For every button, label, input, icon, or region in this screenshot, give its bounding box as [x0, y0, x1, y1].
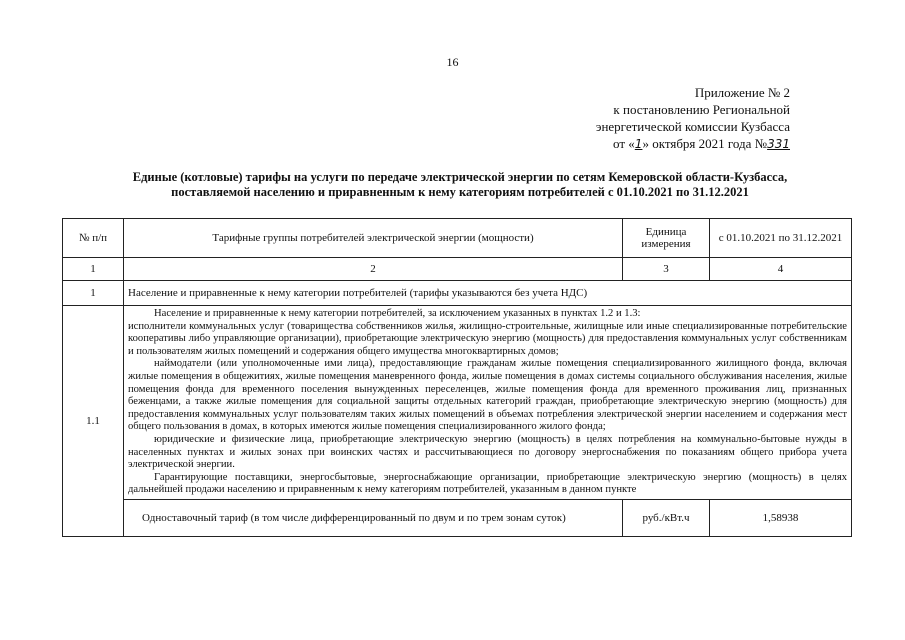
appendix-date-middle: » октября 2021 года №	[642, 136, 768, 151]
index-cell: 3	[623, 258, 710, 281]
table-header-row	[63, 219, 852, 258]
table-row-section-1	[63, 281, 852, 306]
header-period: с 01.10.2021 по 31.12.2021	[710, 219, 852, 258]
handwritten-day: 1	[634, 137, 643, 151]
section-num: 1	[63, 281, 124, 306]
row-1-1-paragraph: Население и приравненные к нему категории потребителей, за исключением указанных в пунктах 1.2 и 1.3:	[154, 308, 641, 319]
row-1-1-num: 1.1	[63, 306, 124, 537]
header-num: № п/п	[63, 219, 124, 258]
index-cell: 4	[710, 258, 852, 281]
row-1-1-paragraph: юридические и физические лица, приобретающие электрическую энергию (мощность) в целях потребления на коммунально-бытовые нужды в населенных пунктах и жилых зонах при воинских частях и рассчитывающиеся по договору энергоснабжения по показаниям общего прибора учета электрической энергии.	[128, 433, 847, 471]
index-cell: 1	[63, 258, 124, 281]
header-group: Тарифные группы потребителей электрической энергии (мощности)	[124, 219, 623, 258]
table-row-1-1	[63, 306, 852, 500]
page-number: 16	[446, 55, 459, 69]
appendix-line-2: к постановлению Региональной	[613, 102, 790, 117]
appendix-line-3: энергетической комиссии Кузбасса	[595, 119, 790, 134]
table-index-row	[63, 258, 852, 281]
appendix-line-1: Приложение № 2	[694, 85, 790, 100]
appendix-line-4	[520, 135, 790, 153]
section-text: Население и приравненные к нему категории потребителей (тарифы указываются без учета НДС)	[124, 281, 852, 306]
tariff-table	[62, 218, 852, 537]
header-unit: Единица измерения	[623, 219, 710, 258]
table-row-tariff	[63, 499, 852, 536]
document-title: Единые (котловые) тарифы на услуги по передаче электрической энергии по сетям Кемеровской области-Кузбасса, поставляемой населению и приравненным к нему категориям потребителей с 01.10.2021 по 31.12.2021	[132, 170, 788, 199]
row-1-1-paragraph: Гарантирующие поставщики, энергосбытовые, энергоснабжающие организации, приобретающие электрическую энергию (мощность) в целях дальнейшей продажи населению и приравненным к нему категориям потребителей, указанным в данном пункте	[128, 471, 847, 496]
row-1-1-paragraph: наймодатели (или уполномоченные ими лица), предоставляющие гражданам жилые помещения специализированного жилищного фонда, включая жилые помещения в общежитиях, жилые помещения маневренного фонда, жилые помещения в домах системы социального обслуживания населения, жилые помещения фонда для временного поселения вынужденных переселенцев, жилые помещения фонда для временного проживания лиц, признанных беженцами, а также жилые помещения для социальной защиты отдельных категорий граждан, приобретающие электрическую энергию (мощность) для предоставления коммунальных услуг пользователям таких жилых помещений в объемах потребления электрической энергии населением и содержания мест общего пользования в домах, в которых имеются жилые помещения специализированного жилого фонда;	[128, 358, 847, 433]
appendix-date-prefix: от «	[613, 136, 635, 151]
tariff-label: Одноставочный тариф (в том числе дифференцированный по двум и по трем зонам суток)	[124, 499, 623, 536]
tariff-value: 1,58938	[710, 499, 852, 536]
appendix-block	[520, 84, 790, 153]
tariff-unit: руб./кВт.ч	[623, 499, 710, 536]
index-cell: 2	[124, 258, 623, 281]
row-1-1-paragraph: исполнители коммунальных услуг (товарищества собственников жилья, жилищно-строительные, жилищные или иные специализированные потребительские кооперативы либо управляющие организации), приобретающие электрическую энергию (мощность) для предоставления коммунальных услуг собственникам и пользователям жилых помещений и содержания общего имущества многоквартирных домов;	[128, 320, 847, 357]
row-1-1-description	[124, 306, 852, 500]
handwritten-number: 331	[767, 137, 790, 151]
